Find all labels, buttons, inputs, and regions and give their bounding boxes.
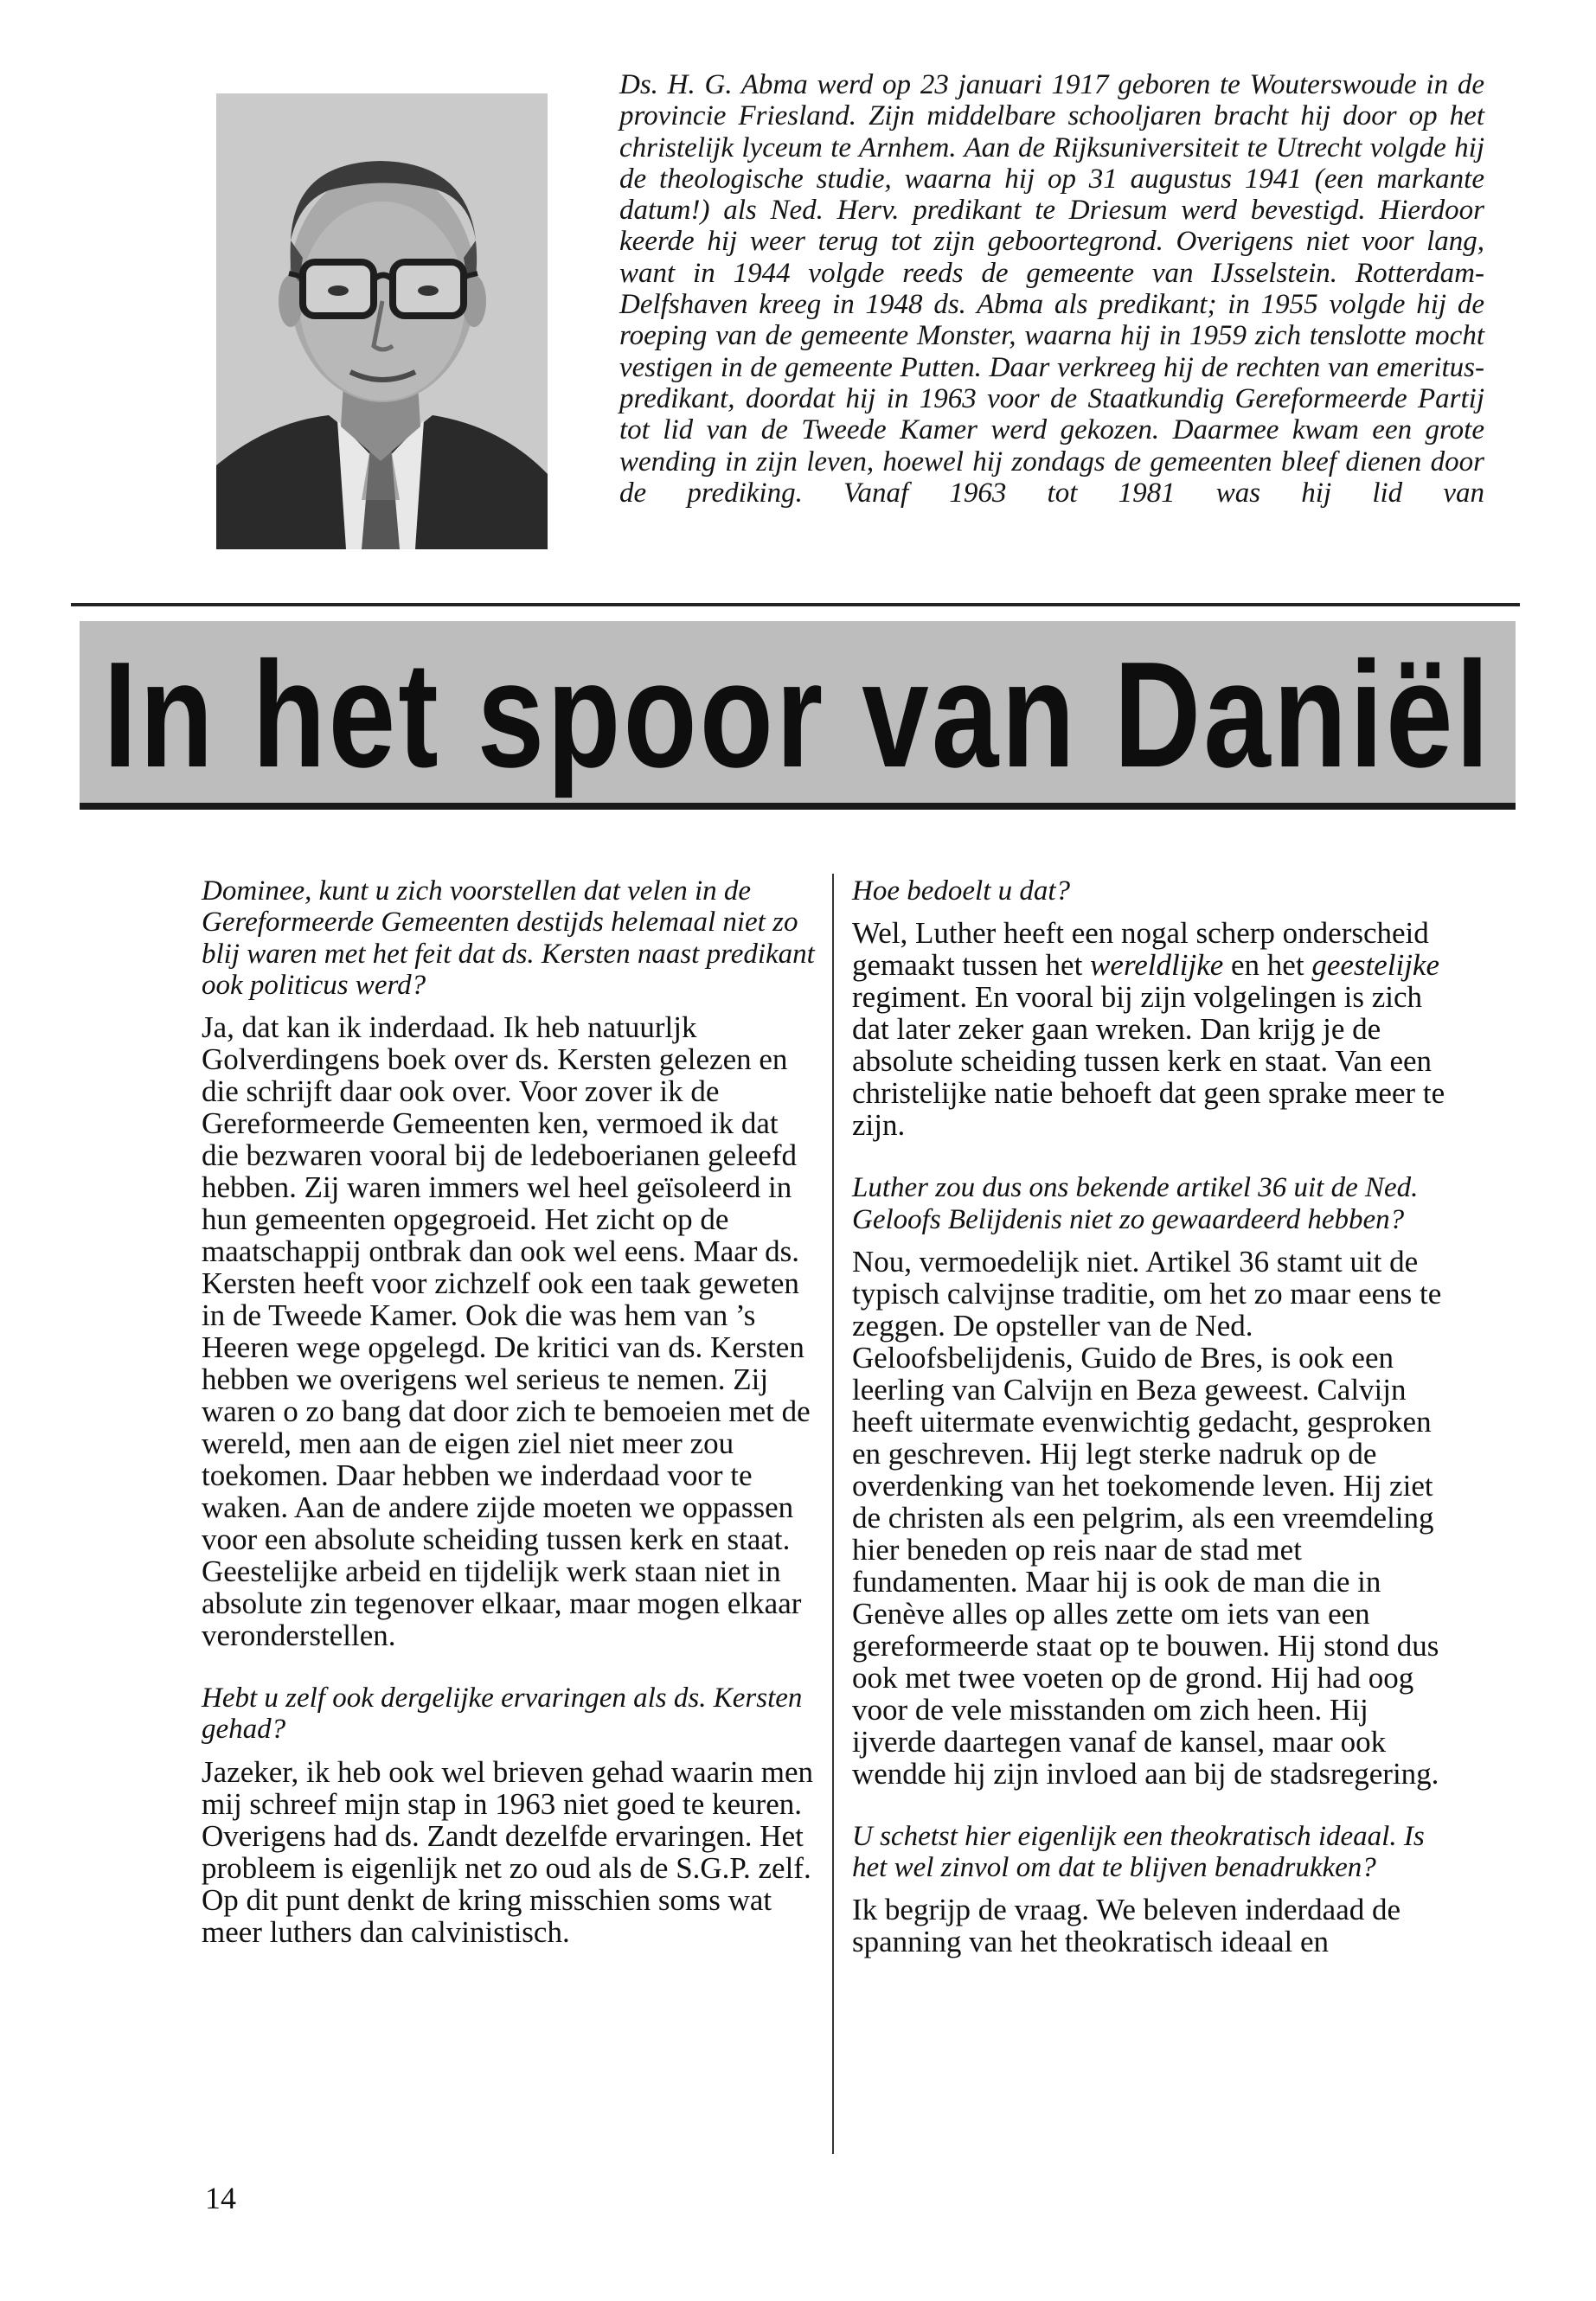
bottom-rule	[80, 803, 1516, 810]
intro-paragraph: Ds. H. G. Abma werd op 23 januari 1917 geboren te Wouterswoude in de provincie Friesland. Zijn middelbare schooljaren bracht hij door op het christelijk lyceum te Arnhem. Aan de Rijksuniversiteit te Utrecht volgde hij de theologische studie, waarna hij op 31 augustus 1941 (een markante datum!) als Ned. Herv. predikant te Driesum werd bevestigd. Hierdoor keerde hij weer terug tot zijn geboortegrond. Overigens niet voor lang, want in 1944 volgde reeds de gemeente van IJsselstein. Rotterdam-Delfshaven kreeg in 1948 ds. Abma als predikant; in 1955 volgde hij de roeping van de gemeente Monster, waarna hij in 1959 zich tenslotte mocht vestigen in de gemeente Putten. Daar verkreeg hij de rechten van emeritus-predikant, doordat hij in 1963 voor de Staatkundig Gereformeerde Partij tot lid van de Tweede Kamer werd gekozen. Daarmee kwam een grote wending in zijn leven, hoewel hij zondags de gemeenten bleef dienen door de prediking. Vanaf 1963 tot 1981 was hij lid van	[619, 69, 1484, 509]
question-1: Dominee, kunt u zich voorstellen dat velen in de Gereformeerde Gemeenten destijds helemaal niet zo blij waren met het feit dat ds. Kersten naast predikant ook politicus werd?	[202, 875, 815, 1001]
answer-1: Ja, dat kan ik inderdaad. Ik heb natuurljk Golverdingens boek over ds. Kersten gelezen en die schrijft daar ook over. Voor zover ik de Gereformeerde Gemeenten ken, vermoed ik dat die bezwaren vooral bij de ledeboerianen geleefd hebben. Zij waren immers wel heel geïsoleerd in hun gemeenten opgegroeid. Het zicht op de maatschappij ontbrak dan ook wel eens. Maar ds. Kersten heeft voor zichzelf ook een taak geweten in de Tweede Kamer. Ook die was hem van ’s Heeren wege opgelegd. De kritici van ds. Kersten hebben we overigens wel serieus te nemen. Zij waren o zo bang dat door zich te bemoeien met de wereld, men aan de eigen ziel niet meer zou toekomen. Daar hebben we inderdaad voor te waken. Aan de andere zijde moeten we oppassen voor een absolute scheiding tussen kerk en staat. Geestelijke arbeid en tijdelijk werk staan niet in absolute zin tegenover elkaar, maar mogen elkaar veronderstellen.	[202, 1010, 811, 1653]
column-divider	[832, 874, 834, 2154]
answer-3-part2: en het	[1223, 948, 1312, 983]
answer-4: Nou, vermoedelijk niet. Artikel 36 stamt uit de typisch calvijnse traditie, om het zo maar eens te zeggen. De opsteller van de Ned. Geloofsbelijdenis, Guido de Bres, is ook een leerling van Calvijn en Beza geweest. Calvijn heeft uitermate evenwichtig gedacht, gesproken en geschreven. Hij legt sterke nadruk op de overdenking van het toekomende leven. Hij ziet de christen als een pelgrim, als een vreemdeling hier beneden op reis naar de stad met fundamenten. Maar hij is ook de man die in Genève alles op alles zette om iets van een gereformeerde staat op te bouwen. Hij stond dus ook met twee voeten op de grond. Hij had oog voor de vele misstanden om zich heen. Hij ijverde daartegen vanaf de kansel, maar ook wendde hij zijn invloed aan bij de stadsregering.	[852, 1244, 1442, 1791]
top-rule	[71, 603, 1520, 606]
answer-3	[852, 917, 1458, 1141]
question-5: U schetst hier eigenlijk een theokratisch ideaal. Is het wel zinvol om dat te blijven benadrukken?	[852, 1820, 1425, 1884]
portrait-photo	[216, 93, 548, 549]
answer-3-emphasis-2: geestelijke	[1311, 948, 1440, 983]
right-column	[852, 875, 1458, 1989]
left-column	[202, 875, 816, 1979]
page-number: 14	[205, 2181, 236, 2215]
headline-banner	[80, 621, 1516, 807]
headline: In het spoor van Daniël	[103, 630, 1492, 798]
answer-5: Ik begrijp de vraag. We beleven inderdaad de spanning van het theokratisch ideaal en	[852, 1893, 1401, 1959]
question-4: Luther zou dus ons bekende artikel 36 uit de Ned. Geloofs Belijdenis niet zo gewaardeerd hebben?	[852, 1172, 1419, 1235]
answer-3-part1: Wel, Luther heeft een nogal scherp onderscheid gemaakt tussen het	[852, 916, 1429, 983]
portrait-illustration	[216, 93, 548, 549]
answer-3-emphasis-1: wereldlijke	[1090, 948, 1224, 983]
answer-3-part3: regiment. En vooral bij zijn volgelingen is zich dat later zeker gaan wreken. Dan krijg je de absolute scheiding tussen kerk en staat. Van een christelijke natie behoeft dat geen sprake meer te zijn.	[852, 980, 1445, 1143]
question-2: Hebt u zelf ook dergelijke ervaringen als ds. Kersten gehad?	[202, 1682, 803, 1746]
answer-2: Jazeker, ik heb ook wel brieven gehad waarin men mij schreef mijn stap in 1963 niet goed te keuren. Overigens had ds. Zandt dezelfde ervaringen. Het probleem is eigenlijk net zo oud als de S.G.P. zelf. Op dit punt denkt de kring misschien soms wat meer luthers dan calvinistisch.	[202, 1754, 814, 1949]
question-3: Hoe bedoelt u dat?	[852, 875, 1071, 907]
